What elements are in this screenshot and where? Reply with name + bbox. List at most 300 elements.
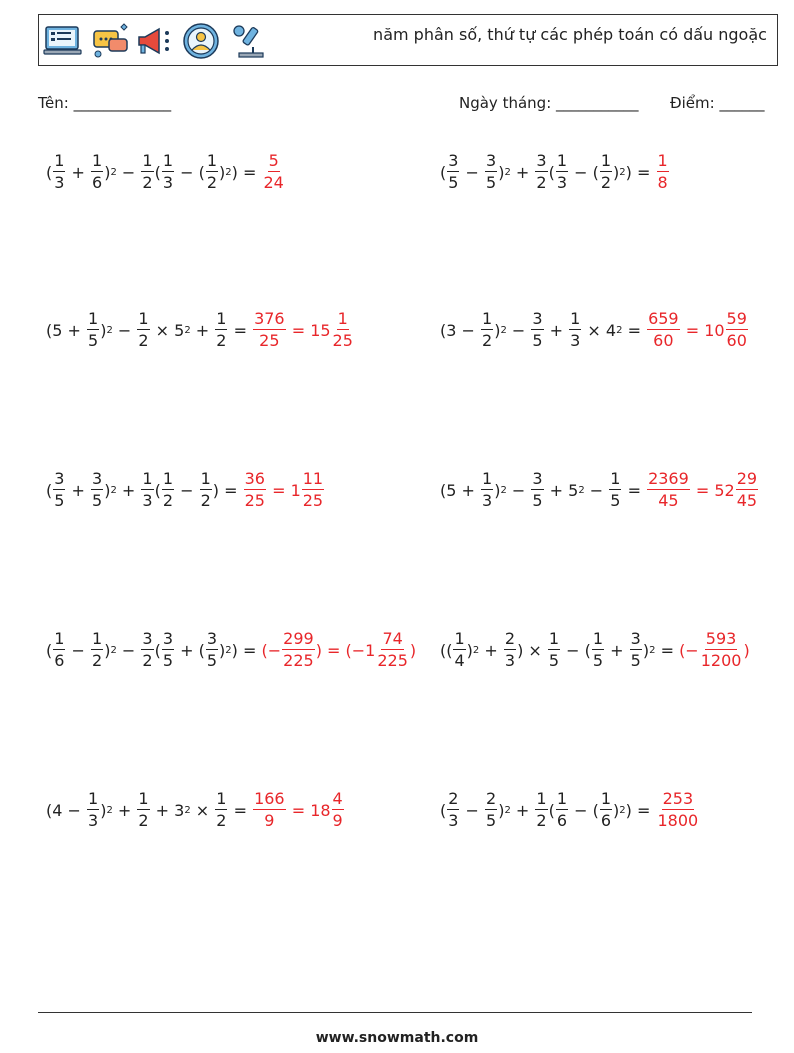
exponent: 2 bbox=[472, 644, 480, 656]
fraction bbox=[91, 153, 103, 191]
answer-text: ) bbox=[743, 640, 750, 660]
numerator: 2 bbox=[504, 629, 516, 648]
denominator: 2 bbox=[138, 331, 149, 350]
answer-text: (− bbox=[679, 640, 699, 660]
answer-text: ) = (−1 bbox=[315, 640, 376, 660]
expression-text: ) = bbox=[625, 800, 656, 820]
exponent: 2 bbox=[619, 804, 626, 816]
expression-text: − bbox=[112, 320, 137, 340]
expression-text: (5 + bbox=[440, 480, 480, 500]
numerator: 3 bbox=[532, 309, 543, 328]
expression-text: − bbox=[506, 320, 531, 340]
answer-text: = 52 bbox=[690, 480, 735, 500]
answer-text: = 18 bbox=[286, 800, 331, 820]
denominator: 5 bbox=[162, 651, 174, 670]
numerator: 1 bbox=[337, 309, 348, 328]
numerator: 1 bbox=[482, 469, 493, 488]
denominator: 6 bbox=[54, 651, 65, 670]
fraction bbox=[87, 791, 99, 829]
numerator: 1 bbox=[206, 151, 218, 170]
problem-2 bbox=[440, 148, 670, 196]
numerator: 3 bbox=[206, 629, 218, 648]
fraction bbox=[535, 791, 547, 829]
expression-text: ) = bbox=[231, 162, 262, 182]
problem-1 bbox=[46, 148, 286, 196]
fraction bbox=[91, 631, 103, 669]
numerator: 3 bbox=[630, 629, 641, 648]
expression-text: − ( bbox=[561, 640, 591, 660]
numerator: 659 bbox=[648, 309, 679, 328]
denominator: 2 bbox=[142, 651, 153, 670]
expression-text: ( bbox=[154, 162, 161, 182]
fraction bbox=[531, 311, 543, 349]
date-field: Ngày tháng: ___________ bbox=[459, 94, 639, 112]
denominator: 8 bbox=[657, 173, 668, 192]
denominator: 2 bbox=[206, 173, 218, 192]
expression-text: ( bbox=[548, 162, 555, 182]
computer-icon bbox=[43, 21, 83, 61]
expression-text: − bbox=[584, 480, 609, 500]
denominator: 5 bbox=[532, 491, 543, 510]
denominator: 3 bbox=[482, 491, 493, 510]
expression bbox=[440, 786, 700, 834]
answer-text: = 1 bbox=[266, 480, 301, 500]
answer-fraction bbox=[332, 791, 344, 829]
numerator: 376 bbox=[254, 309, 285, 328]
denominator: 9 bbox=[264, 811, 275, 830]
denominator: 3 bbox=[448, 811, 459, 830]
fraction bbox=[592, 631, 604, 669]
user-target-icon bbox=[181, 21, 221, 61]
fraction bbox=[206, 631, 218, 669]
answer-fraction bbox=[647, 311, 680, 349]
numerator: 1 bbox=[54, 151, 65, 170]
numerator: 253 bbox=[662, 789, 694, 808]
numerator: 1 bbox=[592, 629, 604, 648]
expression-text: + ( bbox=[175, 640, 205, 660]
answer-fraction bbox=[700, 631, 743, 669]
expression-text: ( bbox=[46, 640, 53, 660]
exponent: 2 bbox=[184, 324, 191, 336]
answer-fraction bbox=[282, 631, 315, 669]
expression-text: ) bbox=[466, 640, 473, 660]
expression-text: + bbox=[116, 480, 141, 500]
expression-text: (( bbox=[440, 640, 453, 660]
problem-6 bbox=[440, 466, 759, 514]
numerator: 1 bbox=[600, 151, 612, 170]
denominator: 9 bbox=[332, 811, 343, 830]
expression-text: = bbox=[655, 640, 680, 660]
denominator: 5 bbox=[630, 651, 641, 670]
megaphone-icon bbox=[135, 21, 175, 61]
expression-text: × 4 bbox=[582, 320, 617, 340]
fraction bbox=[556, 791, 568, 829]
expression bbox=[440, 466, 759, 514]
expression-text: ) bbox=[613, 800, 620, 820]
denominator: 5 bbox=[548, 651, 560, 670]
denominator: 2 bbox=[142, 173, 153, 192]
answer-fraction bbox=[376, 631, 409, 669]
denominator: 3 bbox=[142, 491, 153, 510]
denominator: 5 bbox=[88, 331, 99, 350]
denominator: 5 bbox=[592, 651, 604, 670]
numerator: 1 bbox=[600, 789, 612, 808]
expression-text: ) bbox=[100, 320, 107, 340]
exponent: 2 bbox=[500, 484, 507, 496]
expression-text: ) bbox=[219, 162, 226, 182]
expression bbox=[46, 148, 286, 196]
denominator: 2 bbox=[162, 491, 174, 510]
denominator: 5 bbox=[54, 491, 65, 510]
expression-text: + bbox=[112, 800, 137, 820]
problem-7 bbox=[46, 626, 416, 674]
fraction bbox=[453, 631, 465, 669]
fraction bbox=[200, 471, 212, 509]
fraction bbox=[600, 791, 612, 829]
numerator: 1 bbox=[454, 629, 465, 648]
numerator: 1 bbox=[482, 309, 493, 328]
expression-text: = bbox=[228, 320, 253, 340]
expression-text: ) = bbox=[212, 480, 243, 500]
exponent: 2 bbox=[649, 644, 656, 656]
numerator: 1 bbox=[536, 789, 547, 808]
exponent: 2 bbox=[106, 804, 113, 816]
answer-fraction bbox=[726, 311, 748, 349]
denominator: 6 bbox=[92, 173, 103, 192]
denominator: 3 bbox=[54, 173, 65, 192]
expression-text: (5 + bbox=[46, 320, 86, 340]
answer-fraction bbox=[332, 311, 354, 349]
expression-text: ( bbox=[154, 640, 161, 660]
fraction bbox=[137, 311, 149, 349]
numerator: 3 bbox=[142, 629, 153, 648]
answer-fraction bbox=[253, 791, 286, 829]
expression-text: ) bbox=[498, 800, 505, 820]
fraction bbox=[556, 153, 568, 191]
expression-text: × bbox=[190, 800, 215, 820]
expression bbox=[440, 626, 750, 674]
expression bbox=[46, 306, 355, 354]
denominator: 24 bbox=[263, 173, 284, 192]
denominator: 2 bbox=[200, 491, 211, 510]
fraction bbox=[447, 153, 459, 191]
answer-fraction bbox=[263, 153, 285, 191]
expression-text: ( bbox=[46, 480, 53, 500]
fraction bbox=[215, 311, 227, 349]
expression-text: ) bbox=[613, 162, 620, 182]
expression-text: ) bbox=[104, 162, 111, 182]
numerator: 1 bbox=[54, 629, 65, 648]
name-field: Tên: _____________ bbox=[38, 94, 172, 112]
fraction bbox=[609, 471, 621, 509]
denominator: 25 bbox=[259, 331, 280, 350]
denominator: 5 bbox=[532, 331, 543, 350]
expression-text: − bbox=[506, 480, 531, 500]
numerator: 1 bbox=[610, 469, 621, 488]
numerator: 2369 bbox=[648, 469, 689, 488]
fraction bbox=[481, 311, 493, 349]
denominator: 2 bbox=[92, 651, 103, 670]
denominator: 2 bbox=[216, 811, 227, 830]
fraction bbox=[630, 631, 642, 669]
numerator: 5 bbox=[268, 151, 279, 170]
expression-text: ) = bbox=[231, 640, 262, 660]
expression-text: ) bbox=[494, 480, 501, 500]
answer-fraction bbox=[302, 471, 324, 509]
fraction bbox=[535, 153, 547, 191]
denominator: 5 bbox=[448, 173, 459, 192]
problem-4 bbox=[440, 306, 749, 354]
fraction bbox=[447, 791, 459, 829]
expression bbox=[440, 148, 670, 196]
expression-text: + bbox=[510, 800, 535, 820]
numerator: 4 bbox=[332, 789, 343, 808]
numerator: 593 bbox=[705, 629, 737, 648]
expression-text: − bbox=[116, 162, 141, 182]
denominator: 3 bbox=[570, 331, 581, 350]
problem-10 bbox=[440, 786, 700, 834]
expression-text: ( bbox=[154, 480, 161, 500]
score-field: Điểm: ______ bbox=[670, 94, 765, 112]
numerator: 1 bbox=[556, 151, 568, 170]
fraction bbox=[53, 153, 65, 191]
exponent: 2 bbox=[500, 324, 507, 336]
denominator: 5 bbox=[206, 651, 218, 670]
fraction bbox=[162, 153, 174, 191]
expression-text: − ( bbox=[569, 800, 599, 820]
numerator: 1 bbox=[142, 151, 153, 170]
expression-text: ) bbox=[494, 320, 501, 340]
expression-text: ) bbox=[104, 640, 111, 660]
denominator: 1200 bbox=[700, 651, 742, 670]
expression-text: + 5 bbox=[544, 480, 579, 500]
answer-fraction bbox=[647, 471, 690, 509]
numerator: 29 bbox=[736, 469, 758, 488]
numerator: 3 bbox=[92, 469, 103, 488]
answer-fraction bbox=[657, 153, 669, 191]
expression-text: ) bbox=[100, 800, 107, 820]
numerator: 1 bbox=[92, 629, 103, 648]
numerator: 3 bbox=[486, 151, 497, 170]
fraction bbox=[141, 471, 153, 509]
answer-fraction bbox=[736, 471, 758, 509]
exponent: 2 bbox=[504, 166, 511, 178]
expression-text: ( bbox=[440, 800, 447, 820]
expression-text: − bbox=[175, 480, 199, 500]
numerator: 1 bbox=[138, 789, 149, 808]
denominator: 5 bbox=[92, 491, 103, 510]
microscope-icon bbox=[229, 21, 269, 61]
denominator: 2 bbox=[600, 173, 612, 192]
expression-text: ) × bbox=[517, 640, 547, 660]
fraction bbox=[53, 471, 65, 509]
denominator: 60 bbox=[653, 331, 674, 350]
numerator: 2 bbox=[486, 789, 497, 808]
expression-text: + bbox=[479, 640, 503, 660]
expression-text: ) bbox=[219, 640, 226, 660]
expression-text: − bbox=[460, 800, 485, 820]
numerator: 36 bbox=[244, 469, 265, 488]
numerator: 1 bbox=[92, 151, 103, 170]
expression-text: + bbox=[190, 320, 215, 340]
denominator: 6 bbox=[556, 811, 568, 830]
fraction bbox=[53, 631, 65, 669]
expression-text: + bbox=[66, 480, 91, 500]
denominator: 25 bbox=[302, 491, 324, 510]
numerator: 3 bbox=[532, 469, 543, 488]
answer-text: (− bbox=[261, 640, 282, 660]
expression-text: ) bbox=[498, 162, 505, 182]
fraction bbox=[137, 791, 149, 829]
exponent: 2 bbox=[110, 484, 117, 496]
numerator: 1 bbox=[88, 309, 99, 328]
numerator: 3 bbox=[162, 629, 174, 648]
exponent: 2 bbox=[184, 804, 191, 816]
expression-text: ( bbox=[46, 162, 53, 182]
numerator: 2 bbox=[448, 789, 459, 808]
denominator: 2 bbox=[482, 331, 493, 350]
numerator: 11 bbox=[302, 469, 324, 488]
problem-9 bbox=[46, 786, 345, 834]
expression-text: − bbox=[116, 640, 141, 660]
denominator: 2 bbox=[536, 811, 547, 830]
chat-icon bbox=[91, 21, 131, 61]
expression-text: − bbox=[460, 162, 485, 182]
expression-text: ( bbox=[440, 162, 447, 182]
denominator: 2 bbox=[536, 173, 547, 192]
denominator: 5 bbox=[610, 491, 621, 510]
numerator: 299 bbox=[283, 629, 314, 648]
fraction bbox=[215, 791, 227, 829]
denominator: 25 bbox=[332, 331, 353, 350]
denominator: 5 bbox=[486, 811, 497, 830]
expression-text: ) bbox=[104, 480, 111, 500]
worksheet-title: năm phân số, thứ tự các phép toán có dấu ngoặc bbox=[373, 25, 767, 44]
denominator: 2 bbox=[138, 811, 149, 830]
denominator: 225 bbox=[283, 651, 314, 670]
fraction bbox=[600, 153, 612, 191]
denominator: 25 bbox=[244, 491, 265, 510]
fraction bbox=[162, 631, 174, 669]
numerator: 59 bbox=[726, 309, 747, 328]
expression-text: × 5 bbox=[150, 320, 185, 340]
numerator: 1 bbox=[548, 629, 560, 648]
numerator: 1 bbox=[216, 789, 227, 808]
answer-fraction bbox=[244, 471, 266, 509]
problem-5 bbox=[46, 466, 325, 514]
answer-text: = 10 bbox=[680, 320, 725, 340]
numerator: 74 bbox=[382, 629, 403, 648]
denominator: 3 bbox=[162, 173, 174, 192]
denominator: 45 bbox=[658, 491, 679, 510]
expression-text: + 3 bbox=[150, 800, 185, 820]
denominator: 3 bbox=[88, 811, 99, 830]
numerator: 1 bbox=[162, 151, 174, 170]
denominator: 3 bbox=[556, 173, 568, 192]
exponent: 2 bbox=[504, 804, 511, 816]
denominator: 3 bbox=[504, 651, 516, 670]
fraction bbox=[87, 311, 99, 349]
fraction bbox=[141, 631, 153, 669]
exponent: 2 bbox=[619, 166, 626, 178]
expression-text: (3 − bbox=[440, 320, 480, 340]
numerator: 1 bbox=[138, 309, 149, 328]
problem-3 bbox=[46, 306, 355, 354]
expression bbox=[440, 306, 749, 354]
exponent: 2 bbox=[110, 644, 117, 656]
expression-text: + bbox=[66, 162, 91, 182]
expression-text: = bbox=[622, 320, 647, 340]
numerator: 1 bbox=[657, 151, 668, 170]
expression-text: = bbox=[622, 480, 647, 500]
expression-text: ( bbox=[548, 800, 555, 820]
fraction bbox=[485, 791, 497, 829]
expression bbox=[46, 786, 345, 834]
exponent: 2 bbox=[616, 324, 623, 336]
numerator: 3 bbox=[54, 469, 65, 488]
expression-text: + bbox=[544, 320, 569, 340]
fraction bbox=[548, 631, 560, 669]
answer-fraction bbox=[657, 791, 700, 829]
denominator: 1800 bbox=[657, 811, 699, 830]
numerator: 1 bbox=[142, 469, 153, 488]
footer-url: www.snowmath.com bbox=[315, 1030, 479, 1046]
fraction bbox=[504, 631, 516, 669]
fraction bbox=[141, 153, 153, 191]
icon-strip bbox=[43, 21, 273, 61]
fraction bbox=[531, 471, 543, 509]
numerator: 3 bbox=[448, 151, 459, 170]
numerator: 1 bbox=[216, 309, 227, 328]
numerator: 1 bbox=[570, 309, 581, 328]
exponent: 2 bbox=[578, 484, 585, 496]
header-box bbox=[38, 14, 778, 66]
expression-text: = bbox=[228, 800, 253, 820]
denominator: 60 bbox=[726, 331, 747, 350]
fraction bbox=[481, 471, 493, 509]
numerator: 1 bbox=[556, 789, 568, 808]
problem-8 bbox=[440, 626, 750, 674]
fraction bbox=[485, 153, 497, 191]
exponent: 2 bbox=[225, 644, 232, 656]
expression bbox=[46, 466, 325, 514]
numerator: 1 bbox=[88, 789, 99, 808]
expression-text: ) bbox=[642, 640, 650, 660]
exponent: 2 bbox=[225, 166, 232, 178]
fraction bbox=[91, 471, 103, 509]
expression-text: − bbox=[66, 640, 91, 660]
numerator: 166 bbox=[254, 789, 285, 808]
denominator: 4 bbox=[454, 651, 465, 670]
exponent: 2 bbox=[110, 166, 117, 178]
footer-divider bbox=[38, 1012, 752, 1013]
answer-text: ) bbox=[409, 640, 417, 660]
expression-text: − ( bbox=[569, 162, 599, 182]
answer-fraction bbox=[253, 311, 286, 349]
denominator: 5 bbox=[486, 173, 497, 192]
denominator: 6 bbox=[600, 811, 612, 830]
expression bbox=[46, 626, 416, 674]
fraction bbox=[569, 311, 581, 349]
denominator: 2 bbox=[216, 331, 227, 350]
expression-text: − ( bbox=[175, 162, 205, 182]
expression-text: + bbox=[510, 162, 535, 182]
numerator: 1 bbox=[162, 469, 174, 488]
exponent: 2 bbox=[106, 324, 113, 336]
expression-text: (4 − bbox=[46, 800, 86, 820]
numerator: 3 bbox=[536, 151, 547, 170]
denominator: 45 bbox=[736, 491, 758, 510]
